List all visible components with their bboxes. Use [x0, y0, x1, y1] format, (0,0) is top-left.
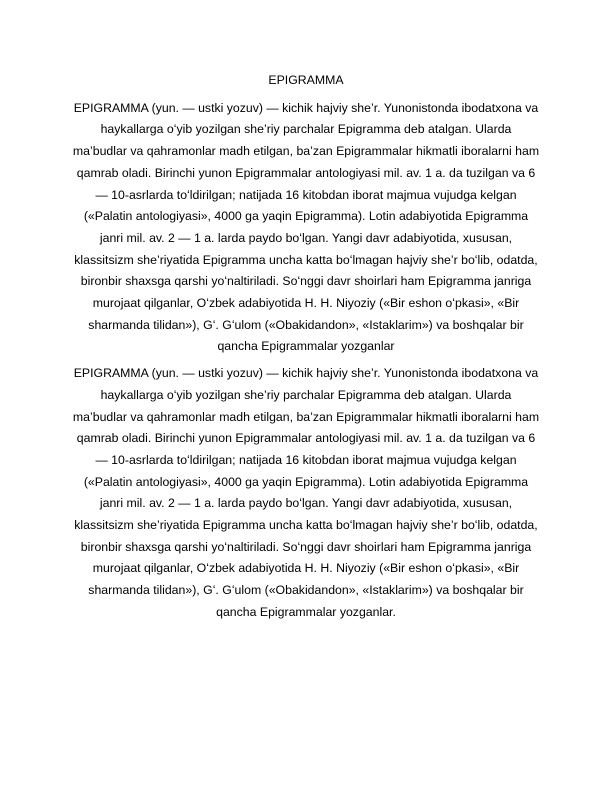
document-title: EPIGRAMMA [268, 73, 344, 87]
paragraph-1: EPIGRAMMA (yun. — ustki yozuv) — kichik hajviy she’r. Yunonistonda ibodatxona va haykallarga oʻyib yozilgan she’riy parchalar Epigramma deb atalgan. Ularda ma’budlar va qahramonlar madh etilgan, ba’zan Epigrammalar hikmatli iboralarni ham qamrab oladi. Birinchi yunon Epigrammalar antologiyasi mil. av. 1 a. da tuzilgan va 6 — 10-asrlarda toʻldirilgan; natijada 16 kitobdan iborat majmua vujudga kelgan («Palatin antologiyasi», 4000 ga yaqin Epigramma). Lotin adabiyotida Epigramma janri mil. av. 2 — 1 a. larda paydo boʻlgan. Yangi davr adabiyotida, xususan, klassitsizm she’riyatida Epigramma uncha katta boʻlmagan hajviy she’r boʻlib, odatda, bironbir shaxsga qarshi yoʻnaltiriladi. Soʻnggi davr shoirlari ham Epigramma janriga murojaat qilganlar, Oʻzbek adabiyotida H. H. Niyoziy («Bir eshon oʻpkasi», «Bir sharmanda tilidan»), Gʻ. Gʻulom («Obakidandon», «Istaklarim») va boshqalar bir qancha Epigrammalar yozganlar [72, 100, 540, 354]
paragraph-2: EPIGRAMMA (yun. — ustki yozuv) — kichik hajviy she’r. Yunonistonda ibodatxona va haykallarga oʻyib yozilgan she’riy parchalar Epigramma deb atalgan. Ularda ma’budlar va qahramonlar madh etilgan, ba’zan Epigrammalar hikmatli iboralarni ham qamrab oladi. Birinchi yunon Epigrammalar antologiyasi mil. av. 1 a. da tuzilgan va 6 — 10-asrlarda toʻldirilgan; natijada 16 kitobdan iborat majmua vujudga kelgan («Palatin antologiyasi», 4000 ga yaqin Epigramma). Lotin adabiyotida Epigramma janri mil. av. 2 — 1 a. larda paydo boʻlgan. Yangi davr adabiyotida, xususan, klassitsizm she’riyatida Epigramma uncha katta boʻlmagan hajviy she’r boʻlib, odatda, bironbir shaxsga qarshi yoʻnaltiriladi. Soʻnggi davr shoirlari ham Epigramma janriga murojaat qilganlar, Oʻzbek adabiyotida H. H. Niyoziy («Bir eshon oʻpkasi», «Bir sharmanda tilidan»), Gʻ. Gʻulom («Obakidandon», «Istaklarim») va boshqalar bir qancha Epigrammalar yozganlar. [72, 366, 540, 619]
document-body [72, 70, 540, 629]
